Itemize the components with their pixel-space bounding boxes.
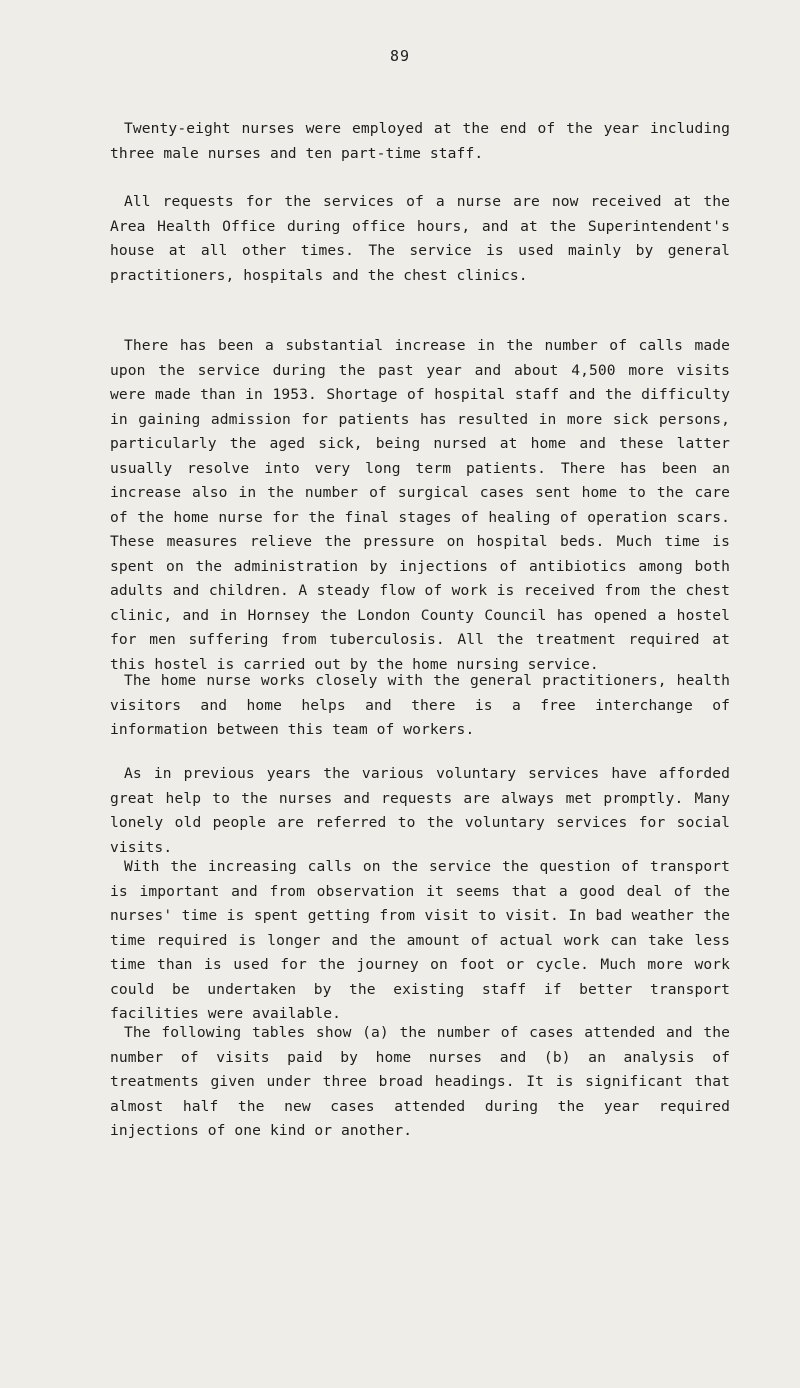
paragraph-increase-in-calls: There has been a substantial increase in the number of calls made upon the service during the past year and about 4,500 more visits were made than in 1953. Shortage of hospital staff and the difficulty in gaining admission for patients has resulted in more sick persons, particularly the aged sick, being nursed at home and these latter usually resolve into very long term patients. There has been an increase also in the number of surgical cases sent home to the care of the home nurse for the final stages of healing of operation scars. These measures relieve the pressure on hospital beds. Much time is spent on the administration by injections of antibiotics among both adults and children. A steady flow of work is received from the chest clinic, and in Hornsey the London County Council has opened a hostel for men suffering from tuberculosis. All the treatment required at this hostel is carried out by the home nursing service. [110, 337, 730, 673]
paragraph-transport: With the increasing calls on the service the question of transport is important and from observation it seems that a good deal of the nurses' time is spent getting from visit to visit. In bad weather the time required is longer and the amount of actual work can take less time than is used for the journey on foot or cycle. Much more work could be undertaken by the existing staff if better transport facilities were available. [110, 858, 730, 1022]
paragraph-tables-intro: The following tables show (a) the number of cases attended and the number of visits paid by home nurses and (b) an analysis of treatments given under three broad headings. It is significant that almost half the new cases attended during the year required injections of one kind or another. [110, 1024, 730, 1139]
paragraph-nurses-employed: Twenty-eight nurses were employed at the end of the year including three male nurses and ten part-time staff. [110, 120, 730, 162]
paragraph-cooperation: The home nurse works closely with the general practitioners, health visitors and home helps and there is a free interchange of information between this team of workers. [110, 672, 730, 738]
paragraph-voluntary-services: As in previous years the various voluntary services have afforded great help to the nurses and requests are always met promptly. Many lonely old people are referred to the voluntary services for social visits. [110, 765, 730, 856]
page-number: 89 [389, 47, 411, 65]
paragraph-requests: All requests for the services of a nurse are now received at the Area Health Office during office hours, and at the Superintendent's house at all other times. The service is used mainly by general practitioners, hospitals and the chest clinics. [110, 193, 730, 284]
